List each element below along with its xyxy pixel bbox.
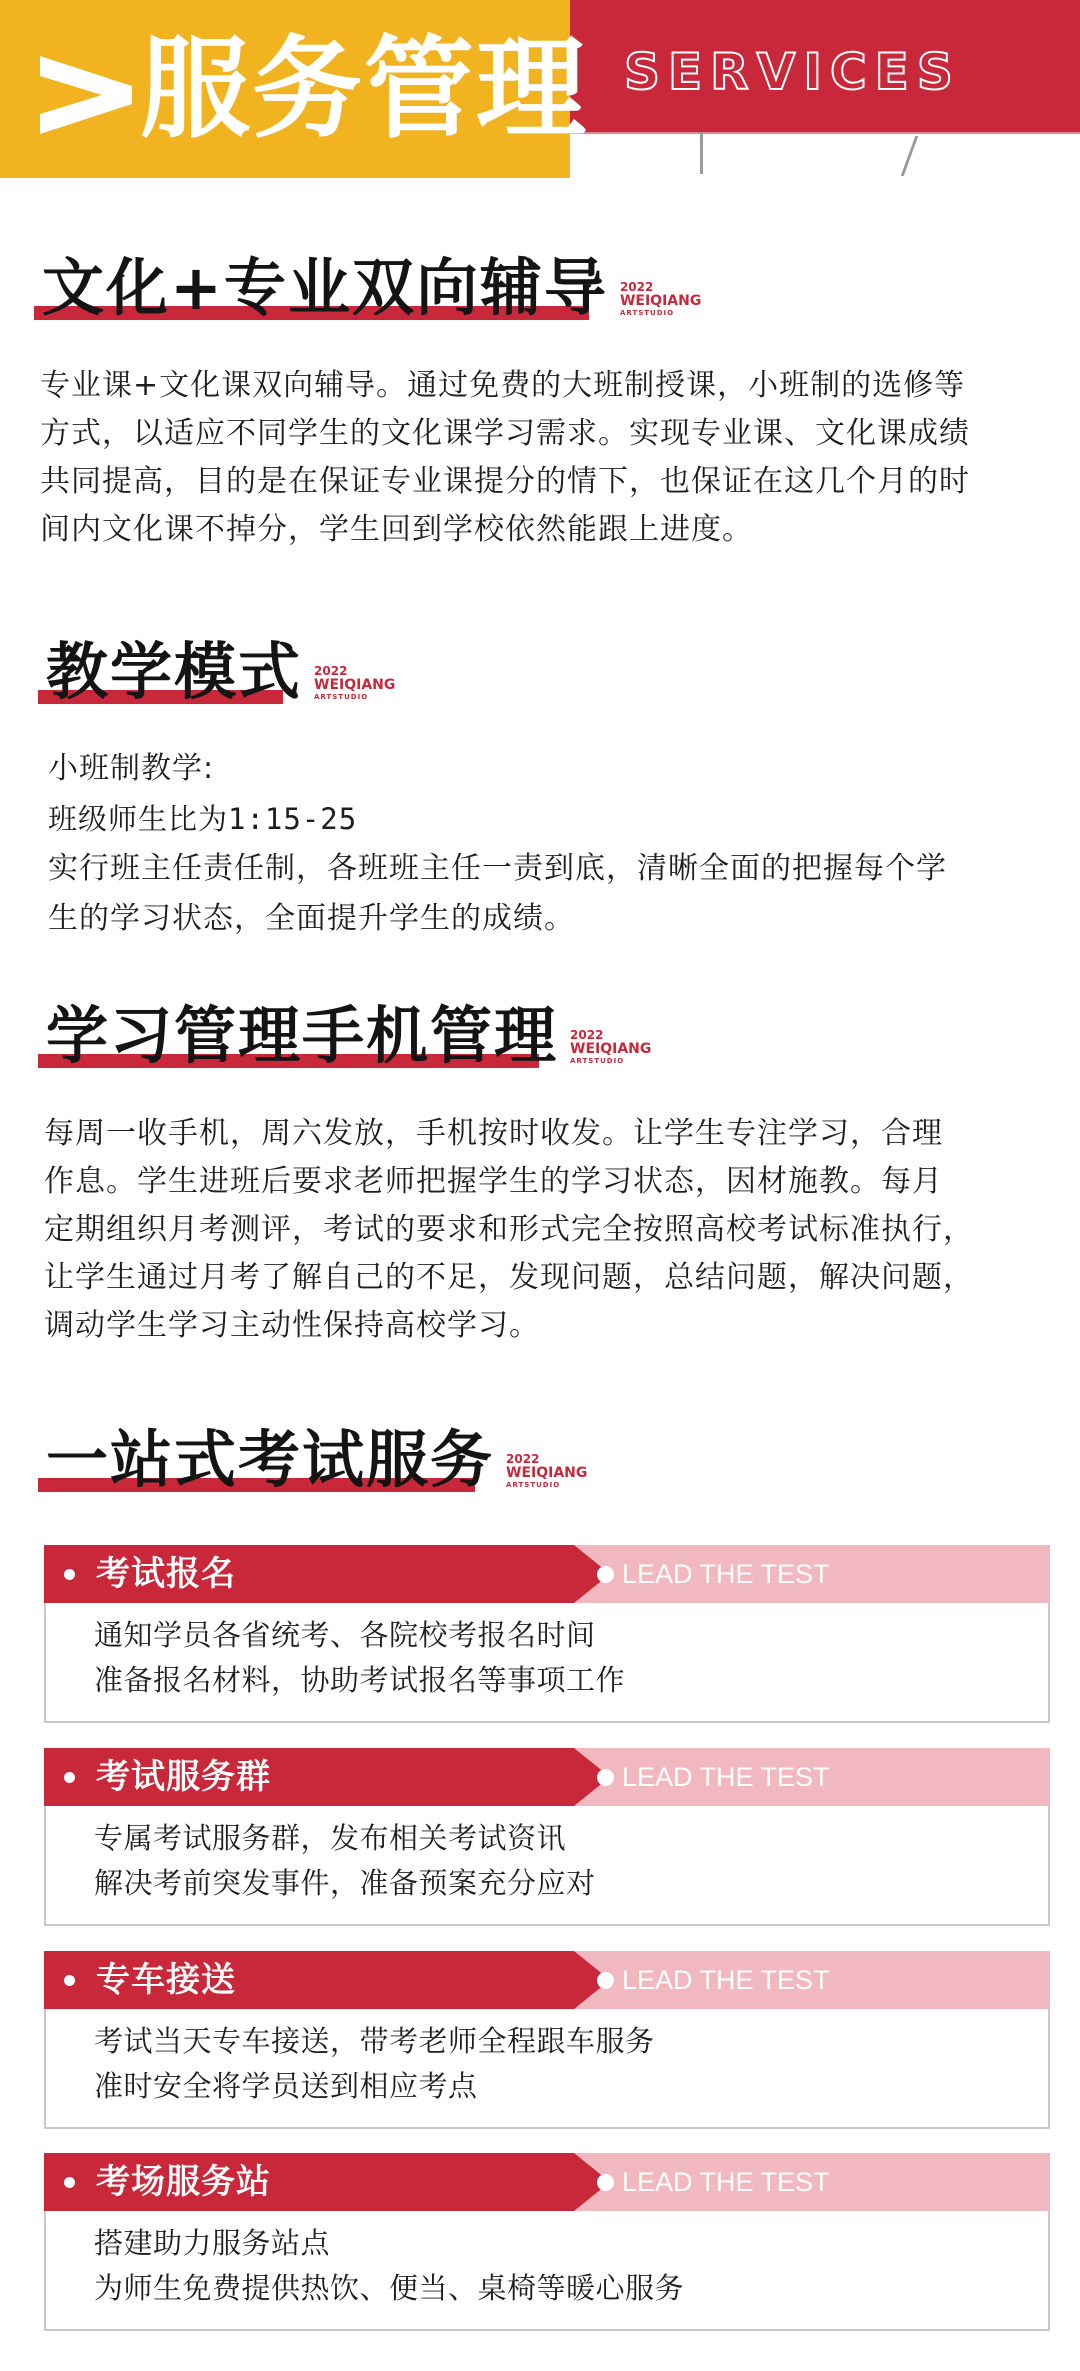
card-line: 搭建助力服务站点	[94, 2226, 331, 2260]
brand-sub: ARTSTUDIO	[570, 1057, 625, 1065]
paragraph-line: 每周一收手机，周六发放，手机按时收发。让学生专注学习，合理	[44, 1116, 943, 1151]
paragraph-line: 让学生通过月考了解自己的不足，发现问题，总结问题，解决问题，	[44, 1260, 974, 1295]
paragraph-line: 小班制教学:	[48, 751, 215, 786]
brand-sub: ARTSTUDIO	[619, 309, 675, 317]
service-card	[44, 2153, 1050, 2331]
header-divider	[570, 132, 1080, 134]
service-card	[44, 1951, 1050, 2129]
brand-logo	[506, 1453, 587, 1490]
brand-logo	[570, 1029, 651, 1066]
brand-name: WEIQIANG	[506, 1465, 588, 1481]
bullet-dot-icon	[597, 2174, 614, 2191]
brand-name: WEIQIANG	[314, 677, 396, 693]
section-paragraph	[44, 1110, 974, 1350]
paragraph-line: 共同提高，目的是在保证专业课提分的情下，也保证在这几个月的时	[40, 464, 970, 499]
paragraph-line: 定期组织月考测评，考试的要求和形式完全按照高校考试标准执行，	[44, 1212, 974, 1247]
paragraph-line: 调动学生学习主动性保持高校学习。	[44, 1308, 540, 1343]
paragraph-line: 生的学习状态，全面提升学生的成绩。	[48, 901, 575, 936]
brand-logo	[314, 665, 395, 702]
paragraph-line: 班级师生比为1:15-25	[48, 802, 358, 836]
brand-year: 2022	[506, 1452, 540, 1466]
section-title: 一站式考试服务	[46, 1423, 495, 1496]
bullet-dot-icon	[64, 2177, 75, 2188]
section-title: 教学模式	[46, 635, 303, 708]
brand-sub: ARTSTUDIO	[314, 693, 369, 701]
paragraph-line: 作息。学生进班后要求老师把握学生的学习状态，因材施教。每月	[44, 1164, 943, 1199]
card-title: 考试服务群	[96, 1757, 271, 1797]
bullet-dot-icon	[597, 1566, 614, 1583]
bullet-dot-icon	[64, 1569, 75, 1580]
chevron-right-icon	[40, 48, 132, 140]
brand-year: 2022	[314, 664, 348, 678]
section-heading	[46, 636, 395, 708]
brand-logo	[620, 281, 701, 318]
card-body	[44, 2211, 1050, 2331]
section-heading	[42, 252, 701, 324]
card-line: 准备报名材料，协助考试报名等事项工作	[94, 1663, 626, 1697]
paragraph-line: 间内文化课不掉分，学生回到学校依然能跟上进度。	[40, 512, 753, 547]
section-heading	[46, 1000, 651, 1072]
card-body	[44, 1603, 1050, 1723]
card-line: 专属考试服务群，发布相关考试资讯	[94, 1821, 567, 1855]
page-subtitle: SERVICES	[624, 43, 961, 101]
brand-sub: ARTSTUDIO	[506, 1481, 561, 1489]
brand-year: 2022	[570, 1028, 604, 1042]
card-body	[44, 1806, 1050, 1926]
card-lead-label: LEAD THE TEST	[622, 1762, 830, 1792]
section-title: 学习管理手机管理	[46, 999, 559, 1072]
card-line: 考试当天专车接送，带考老师全程跟车服务	[94, 2024, 655, 2058]
card-line: 通知学员各省统考、各院校考报名时间	[94, 1618, 596, 1652]
bullet-dot-icon	[64, 1772, 75, 1783]
brand-name: WEIQIANG	[619, 293, 702, 309]
header-tick-mark	[901, 136, 919, 176]
card-lead-label: LEAD THE TEST	[622, 2167, 830, 2197]
card-line: 为师生免费提供热饮、便当、桌椅等暖心服务	[94, 2271, 685, 2305]
section-heading	[46, 1424, 587, 1496]
bullet-dot-icon	[597, 1769, 614, 1786]
card-line: 准时安全将学员送到相应考点	[94, 2069, 478, 2103]
card-title: 专车接送	[96, 1960, 236, 2000]
card-body	[44, 2009, 1050, 2129]
card-line: 解决考前突发事件，准备预案充分应对	[94, 1866, 596, 1900]
service-card	[44, 1545, 1050, 1723]
section-paragraph	[40, 362, 970, 554]
paragraph-line: 实行班主任责任制，各班班主任一责到底，清晰全面的把握每个学	[48, 851, 947, 886]
card-lead-label: LEAD THE TEST	[622, 1965, 830, 1995]
bullet-dot-icon	[597, 1972, 614, 1989]
section-paragraph	[48, 744, 947, 944]
bullet-dot-icon	[64, 1975, 75, 1986]
page-title: 服务管理	[140, 25, 588, 153]
card-title: 考试报名	[96, 1554, 236, 1594]
header-tick-mark	[700, 132, 703, 174]
paragraph-line: 专业课+文化课双向辅导。通过免费的大班制授课，小班制的选修等	[40, 368, 966, 403]
service-card	[44, 1748, 1050, 1926]
paragraph-line: 方式，以适应不同学生的文化课学习需求。实现专业课、文化课成绩	[40, 416, 970, 451]
brand-year: 2022	[619, 280, 654, 294]
section-title: 文化+专业双向辅导	[42, 251, 608, 324]
card-lead-label: LEAD THE TEST	[622, 1559, 830, 1589]
card-title: 考场服务站	[96, 2162, 271, 2202]
brand-name: WEIQIANG	[570, 1041, 652, 1057]
